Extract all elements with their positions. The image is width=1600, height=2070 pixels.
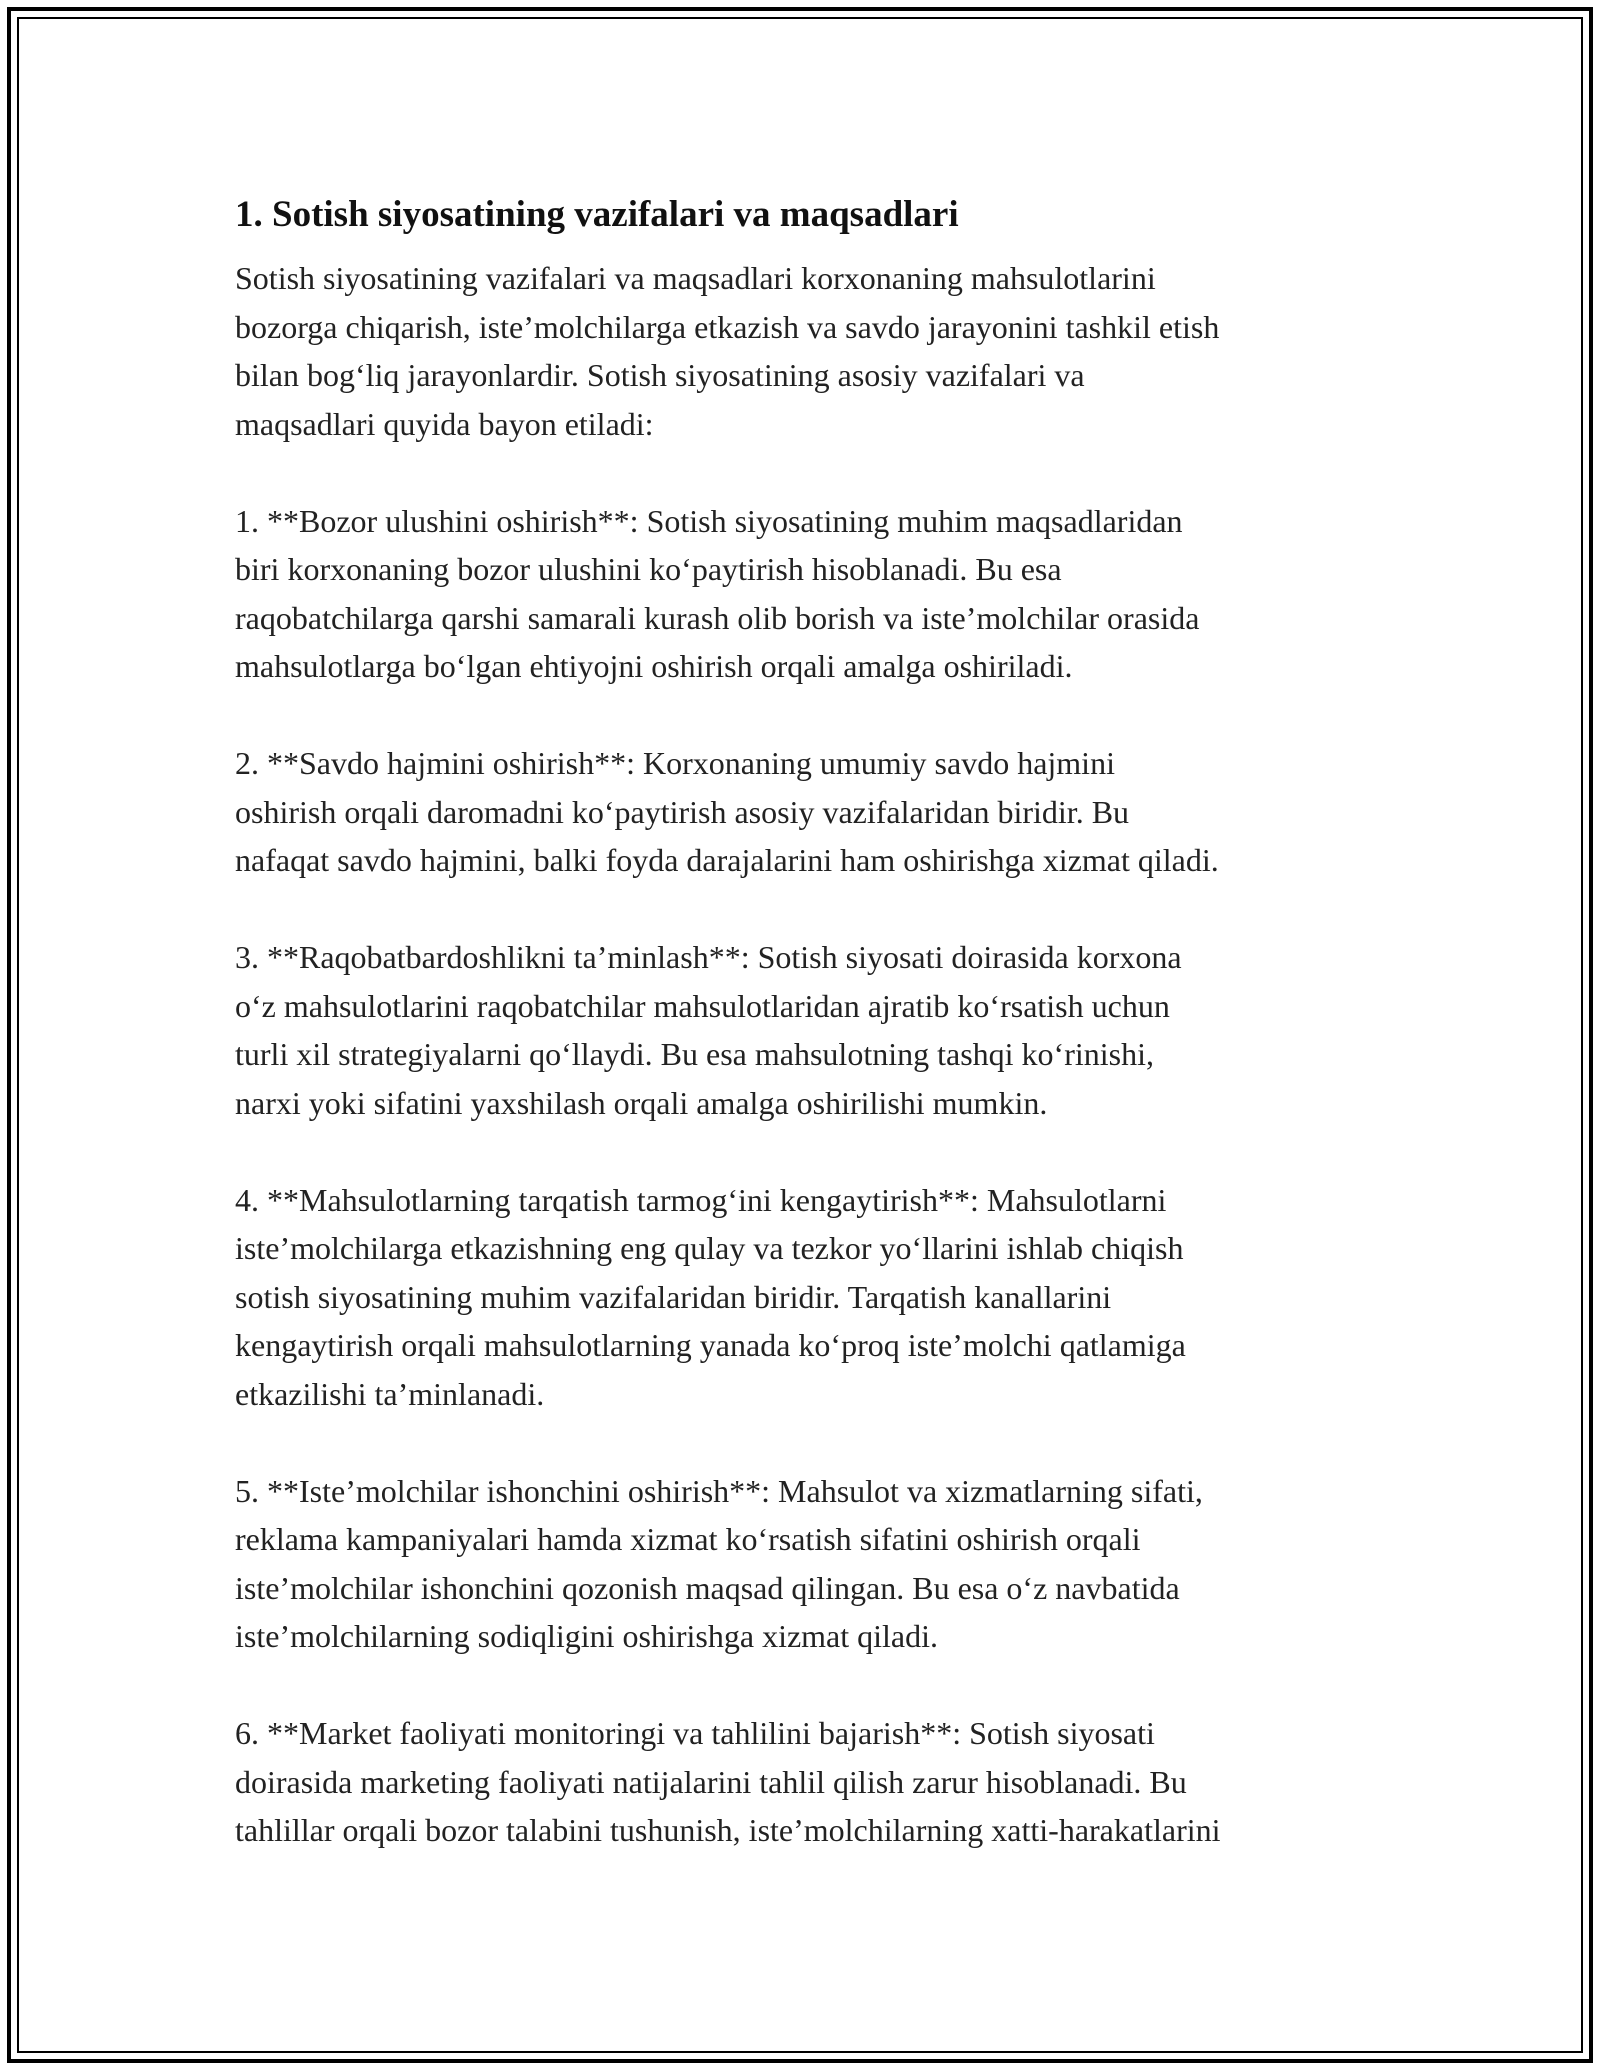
intro-paragraph: Sotish siyosatining vazifalari va maqsadlari korxonaning mahsulotlarini bozorga chiqarish, iste’molchilarga etkazish va savdo jarayonini tashkil etish bilan bog‘liq jarayonlardir. Sotish siyosatining asosiy vazifalari va maqsadlari quyida bayon etiladi: xyxy=(235,260,1220,442)
list-item-market-monitoringi: 6. **Market faoliyati monitoringi va tahlilini bajarish**: Sotish siyosati doirasida marketing faoliyati natijalarini tahlil qilish zarur hisoblanadi. Bu tahlillar orqali bozor talabini tushunish, iste’molchilarning xatti-harakatlarini xyxy=(235,1715,1221,1848)
list-item-tarqatish-tarmogi: 4. **Mahsulotlarning tarqatish tarmog‘ini kengaytirish**: Mahsulotlarni iste’molchilarga etkazishning eng qulay va tezkor yo‘llarini ishlab chiqish sotish siyosatining muhim vazifalaridan biridir. Tarqatish kanallarini kengaytirish orqali mahsulotlarning yanada ko‘proq iste’molchi qatlamiga etkazilishi ta’minlanadi. xyxy=(235,1181,1186,1412)
list-item-bozor-ulushi: 1. **Bozor ulushini oshirish**: Sotish siyosatining muhim maqsadlaridan biri korxonaning bozor ulushini ko‘paytirish hisoblanadi. Bu esa raqobatchilarga qarshi samarali kurash olib borish va iste’molchilar orasida mahsulotlarga bo‘lgan ehtiyojni oshirish orqali amalga oshiriladi. xyxy=(235,502,1200,684)
section-heading: 1. Sotish siyosatining vazifalari va maqsadlari xyxy=(235,194,959,235)
list-item-raqobatbardoshlik: 3. **Raqobatbardoshlikni ta’minlash**: Sotish siyosati doirasida korxona o‘z mahsulotlarini raqobatchilar mahsulotlaridan ajratib ko‘rsatish uchun turli xil strategiyalarni qo‘llaydi. Bu esa mahsulotning tashqi ko‘rinishi, narxi yoki sifatini yaxshilash orqali amalga oshirilishi mumkin. xyxy=(235,939,1182,1121)
list-item-savdo-hajmi: 2. **Savdo hajmini oshirish**: Korxonaning umumiy savdo hajmini oshirish orqali daromadni ko‘paytirish asosiy vazifalaridan biridir. Bu nafaqat savdo hajmini, balki foyda darajalarini ham oshirishga xizmat qiladi. xyxy=(235,745,1219,878)
list-item-istemolchilar-ishonchi: 5. **Iste’molchilar ishonchini oshirish**: Mahsulot va xizmatlarning sifati, reklama kampaniyalari hamda xizmat ko‘rsatish sifatini oshirish orqali iste’molchilar ishonchini qozonish maqsad qilingan. Bu esa o‘z navbatida iste’molchilarning sodiqligini oshirishga xizmat qiladi. xyxy=(235,1472,1203,1654)
document-body xyxy=(235,186,1375,1903)
